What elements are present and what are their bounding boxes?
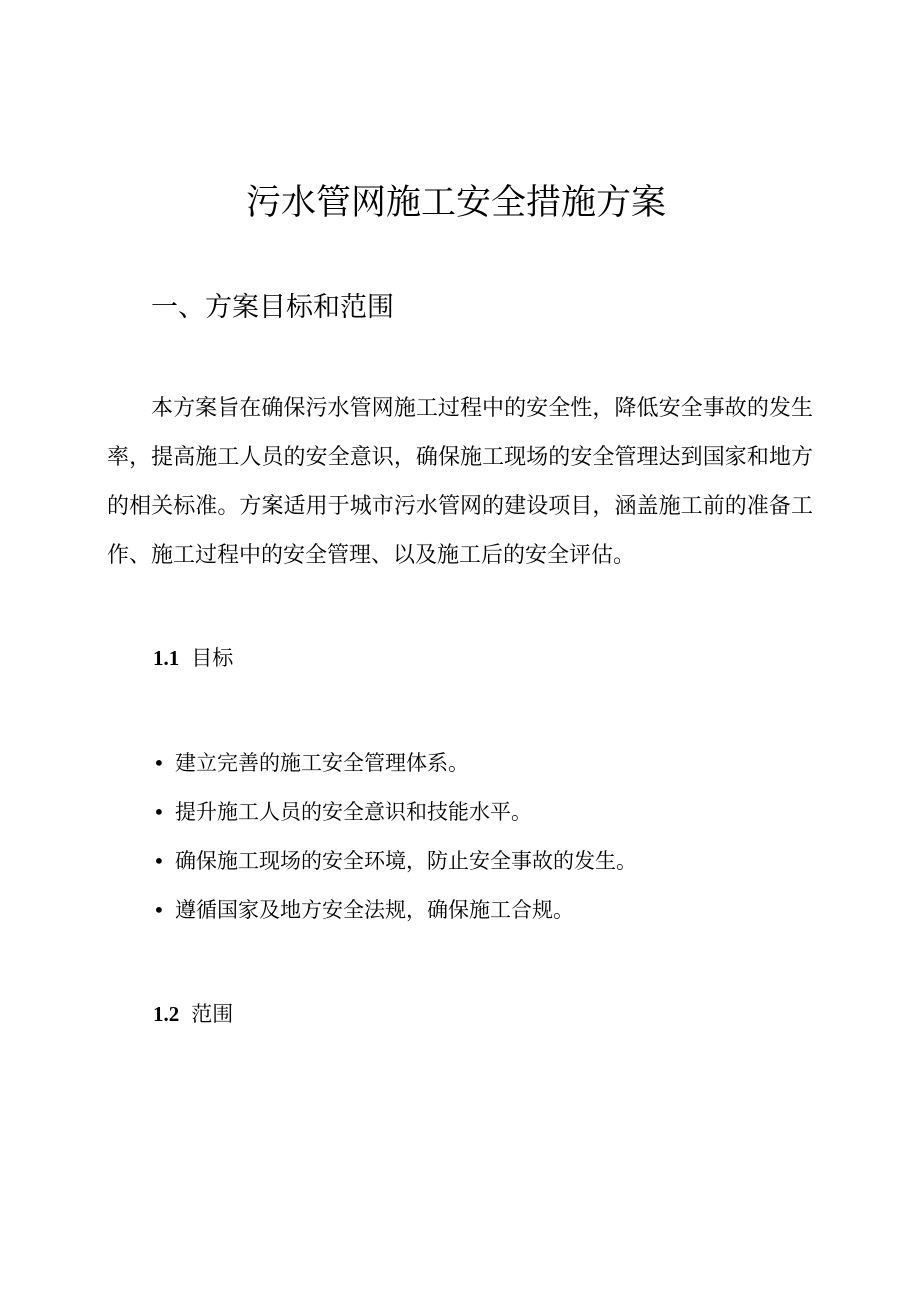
subsection-title: 范围	[191, 1002, 234, 1026]
list-item-text: 提升施工人员的安全意识和技能水平。	[175, 800, 532, 824]
subsection-title: 目标	[191, 646, 234, 670]
list-item-text: 确保施工现场的安全环境，防止安全事故的发生。	[175, 849, 637, 873]
subsection-number: 1.1	[153, 646, 180, 670]
intro-paragraph: 本方案旨在确保污水管网施工过程中的安全性，降低安全事故的发生率，提高施工人员的安全意识，确保施工现场的安全管理达到国家和地方的相关标准。方案适用于城市污水管网的建设项目，涵盖施工前的准备工作、施工过程中的安全管理、以及施工后的安全评估。	[107, 396, 813, 568]
list-item	[153, 886, 637, 935]
bullet-icon: •	[153, 898, 165, 922]
document-title: 污水管网施工安全措施方案	[245, 183, 666, 223]
subsection-number: 1.2	[153, 1002, 180, 1026]
list-item	[153, 739, 637, 788]
list-item	[153, 837, 637, 886]
goal-list	[153, 739, 637, 935]
bullet-icon: •	[153, 849, 165, 873]
bullet-icon: •	[153, 751, 165, 775]
list-item	[153, 788, 637, 837]
section-heading: 一、方案目标和范围	[151, 292, 394, 323]
list-item-text: 遵循国家及地方安全法规，确保施工合规。	[175, 898, 574, 922]
bullet-icon: •	[153, 800, 165, 824]
list-item-text: 建立完善的施工安全管理体系。	[175, 751, 469, 775]
subsection-heading-goals	[153, 642, 233, 674]
subsection-heading-scope	[153, 998, 233, 1030]
